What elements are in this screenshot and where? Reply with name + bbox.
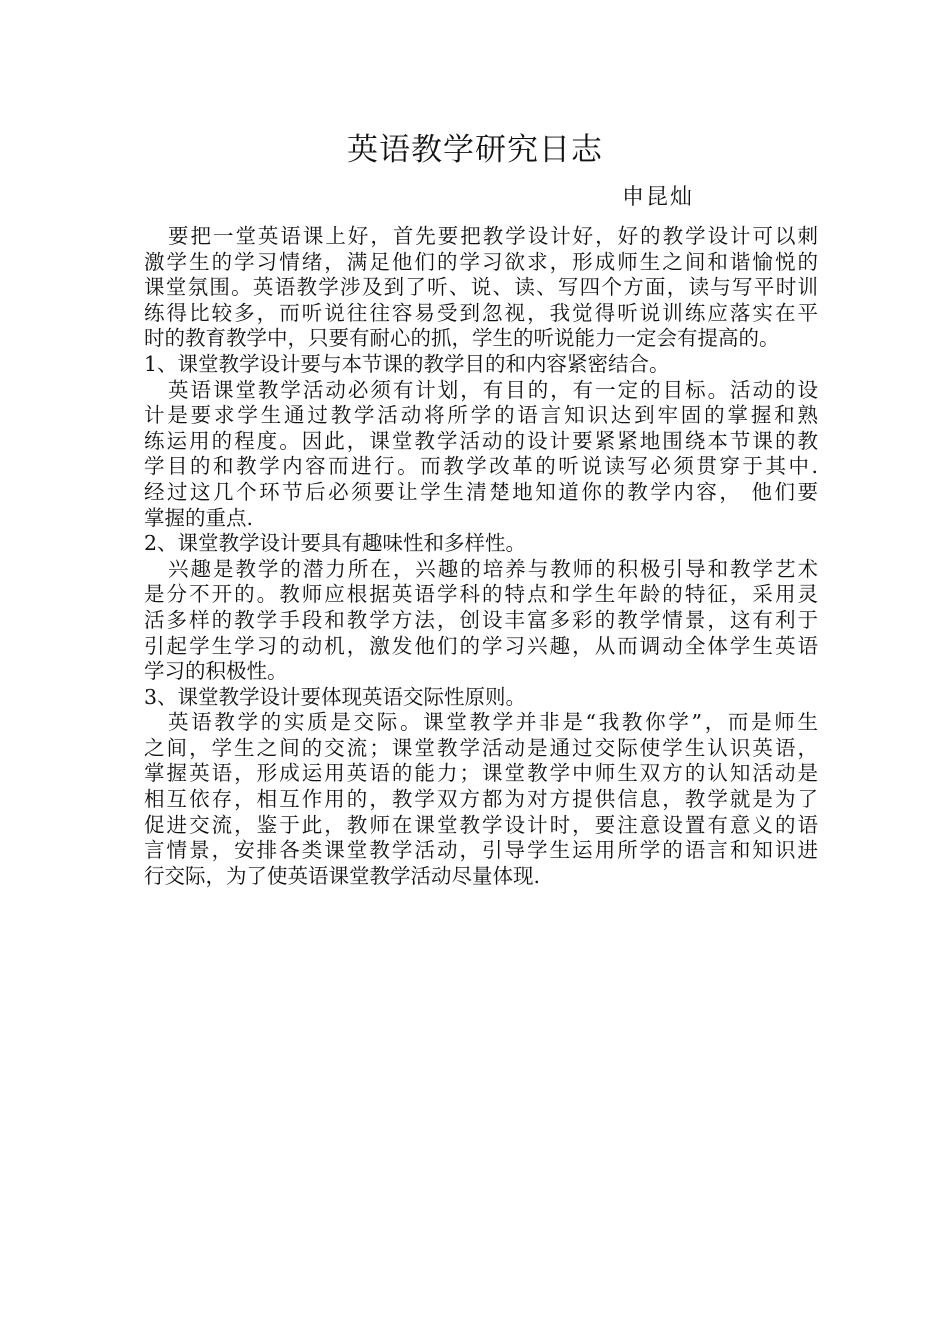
- author-name: 申昆灿: [622, 185, 695, 210]
- body-line: 活多样的教学手段和教学方法，创设丰富多彩的教学情景，这有利于: [144, 607, 818, 632]
- body-line: 兴趣是教学的潜力所在，兴趣的培养与教师的积极引导和教学艺术: [168, 556, 818, 581]
- body-line: 之间，学生之间的交流；课堂教学活动是通过交际使学生认识英语，: [144, 735, 818, 760]
- body-line: 激学生的学习情绪，满足他们的学习欲求，形成师生之间和谐愉悦的: [144, 249, 818, 274]
- body-line: 学目的和教学内容而进行。而教学改革的听说读写必须贯穿于其中.: [144, 454, 818, 479]
- body-line: 行交际，为了使英语课堂教学活动尽量体现.: [144, 863, 541, 888]
- document-title: 英语教学研究日志: [347, 132, 603, 168]
- document-body: [144, 224, 818, 889]
- section-heading: 2、课堂教学设计要具有趣味性和多样性。: [144, 531, 527, 556]
- section-heading: 3、课堂教学设计要体现英语交际性原则。: [144, 684, 527, 709]
- body-line: 经过这几个环节后必须要让学生清楚地知道你的教学内容， 他们要: [144, 479, 818, 504]
- body-line: 练运用的程度。因此，课堂教学活动的设计要紧紧地围绕本节课的教: [144, 428, 818, 453]
- section-heading: 1、课堂教学设计要与本节课的教学目的和内容紧密结合。: [144, 351, 670, 376]
- body-line: 要把一堂英语课上好，首先要把教学设计好，好的教学设计可以刺: [168, 224, 818, 248]
- body-line: 是分不开的。教师应根据英语学科的特点和学生年龄的特征，采用灵: [144, 582, 818, 607]
- body-line: 计是要求学生通过教学活动将所学的语言知识达到牢固的掌握和熟: [144, 403, 818, 428]
- body-line: 促进交流，鉴于此，教师在课堂教学设计时，要注意设置有意义的语: [144, 812, 818, 837]
- body-line: 掌握英语，形成运用英语的能力；课堂教学中师生双方的认知活动是: [144, 761, 818, 786]
- body-line: 英语教学的实质是交际。课堂教学并非是“我教你学”，而是师生: [168, 710, 818, 735]
- body-line: 时的教育教学中，只要有耐心的抓，学生的听说能力一定会有提高的。: [144, 326, 780, 351]
- body-line: 英语课堂教学活动必须有计划，有目的，有一定的目标。活动的设: [168, 377, 818, 402]
- body-line: 学习的积极性。: [144, 659, 288, 684]
- body-line: 言情景，安排各类课堂教学活动，引导学生运用所学的语言和知识进: [144, 838, 818, 863]
- body-line: 课堂氛围。英语教学涉及到了听、说、读、写四个方面，读与写平时训: [144, 275, 818, 300]
- body-line: 相互依存，相互作用的，教学双方都为对方提供信息，教学就是为了: [144, 787, 818, 812]
- body-line: 引起学生学习的动机，激发他们的学习兴趣，从而调动全体学生英语: [144, 633, 818, 658]
- body-line: 掌握的重点.: [144, 505, 254, 530]
- body-line: 练得比较多，而听说往往容易受到忽视，我觉得听说训练应落实在平: [144, 300, 818, 325]
